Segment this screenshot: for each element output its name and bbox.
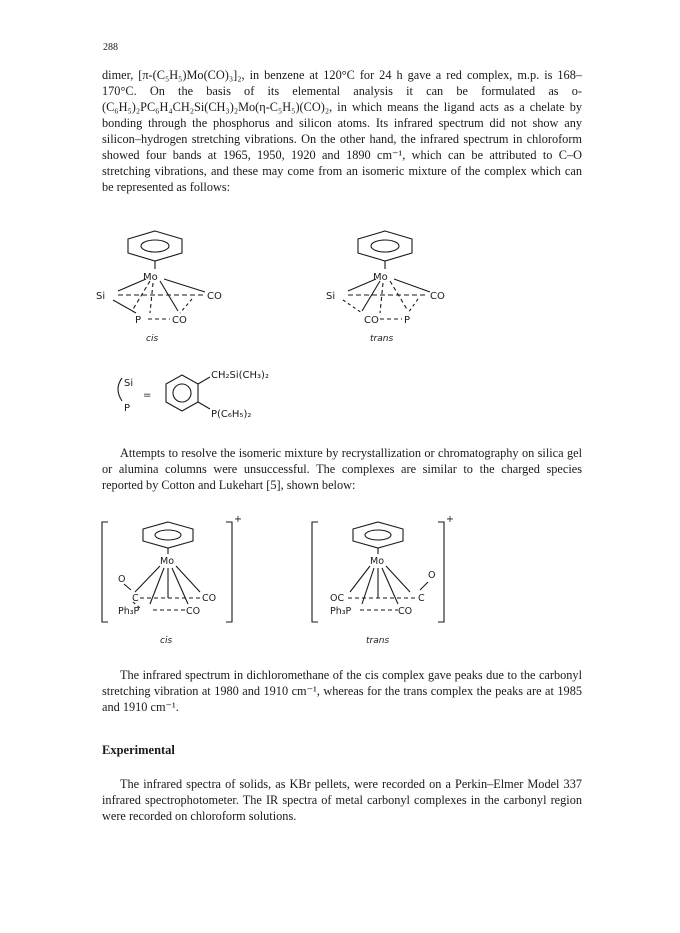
benzene-ring — [166, 375, 198, 411]
cis-co-3: CO — [186, 606, 201, 617]
trans-co-3: CO — [398, 606, 413, 617]
substituent-bottom: P(C₆H₅)₂ — [211, 409, 252, 420]
cis-mo: Mo — [143, 272, 158, 283]
cis-si: Si — [96, 291, 106, 302]
trans-c: C — [418, 593, 425, 604]
cis-charge: + — [234, 514, 242, 525]
paragraph-ir-results: The infrared spectrum in dichloromethane of the cis complex gave peaks due to the carbonyl stretching vibration at 1980 and 1910 cm⁻¹, whereas for the trans complex the peaks are at 1985 and 1910 cm⁻¹. — [102, 668, 582, 714]
experimental-heading: Experimental — [102, 743, 175, 757]
ligand-si: Si — [124, 378, 134, 389]
cis-co-right: CO — [207, 291, 222, 302]
cis-mo-2: Mo — [160, 556, 175, 567]
trans-ph3p: Ph₃P — [330, 606, 352, 617]
trans-oc: OC — [330, 593, 345, 604]
trans-label: trans — [370, 334, 394, 344]
trans-mo-2: Mo — [370, 556, 385, 567]
trans-label-2: trans — [366, 636, 390, 646]
cis-co-bottom: CO — [172, 315, 187, 326]
cis-cp-ring — [128, 231, 182, 261]
trans-co-right: CO — [430, 291, 445, 302]
cis-o: O — [118, 574, 126, 585]
trans-mo: Mo — [373, 272, 388, 283]
cis-label-2: cis — [160, 636, 173, 646]
cis-ph3p: Ph₃P — [118, 606, 140, 617]
trans-si: Si — [326, 291, 336, 302]
trans-co-bottom: CO — [364, 315, 379, 326]
cis-c: C — [132, 593, 139, 604]
substituent-top: CH₂Si(CH₃)₂ — [211, 370, 269, 381]
figure-charged-species — [0, 510, 680, 650]
cis-label: cis — [146, 334, 159, 344]
figure-isomers — [0, 225, 680, 435]
paragraph-attempts: Attempts to resolve the isomeric mixture by recrystallization or chromatography on silica gel or alumina columns were unsuccessful. The complexes are similar to the charged species reported by Cotton and Lukehart [5], shown below: — [102, 446, 582, 492]
cis-p: P — [135, 315, 142, 326]
trans-p: P — [404, 315, 411, 326]
trans-charge: + — [446, 514, 454, 525]
page-number: 288 — [103, 42, 118, 53]
trans-cp-ring — [358, 231, 412, 261]
ligand-equals: = — [143, 390, 152, 401]
paragraph-intro: dimer, [π-(C₅H₅)Mo(CO)₃]₂, in benzene at 120°C for 24 h gave a red complex, m.p. is 168–170°C. On the basis of its elemental analysis it can be formulated as o-(C₆H₅)₂PC₆H₄CH₂Si(CH₃)₂Mo(η-C₅H₅)(CO)₂, in which means the ligand acts as a chelate by bonding through the phosphorus and silicon atoms. Its infrared spectrum did not show any silicon–hydrogen stretching vibrations. On the other hand, the infrared spectrum in chloroform showed four bands at 1965, 1950, 1920 and 1890 cm⁻¹, which can be attributed to C–O stretching vibrations, and these may come from an isomeric mixture of the complex which can be represented as follows: — [102, 68, 582, 194]
paragraph-experimental: The infrared spectra of solids, as KBr pellets, were recorded on a Perkin–Elmer Model 337 infrared spectrophotometer. The IR spectra of metal carbonyl complexes in the carbonyl region were recorded on chloroform solutions. — [102, 777, 582, 823]
trans-o: O — [428, 570, 436, 581]
ligand-p: P — [124, 403, 131, 414]
cis-co-2: CO — [202, 593, 217, 604]
